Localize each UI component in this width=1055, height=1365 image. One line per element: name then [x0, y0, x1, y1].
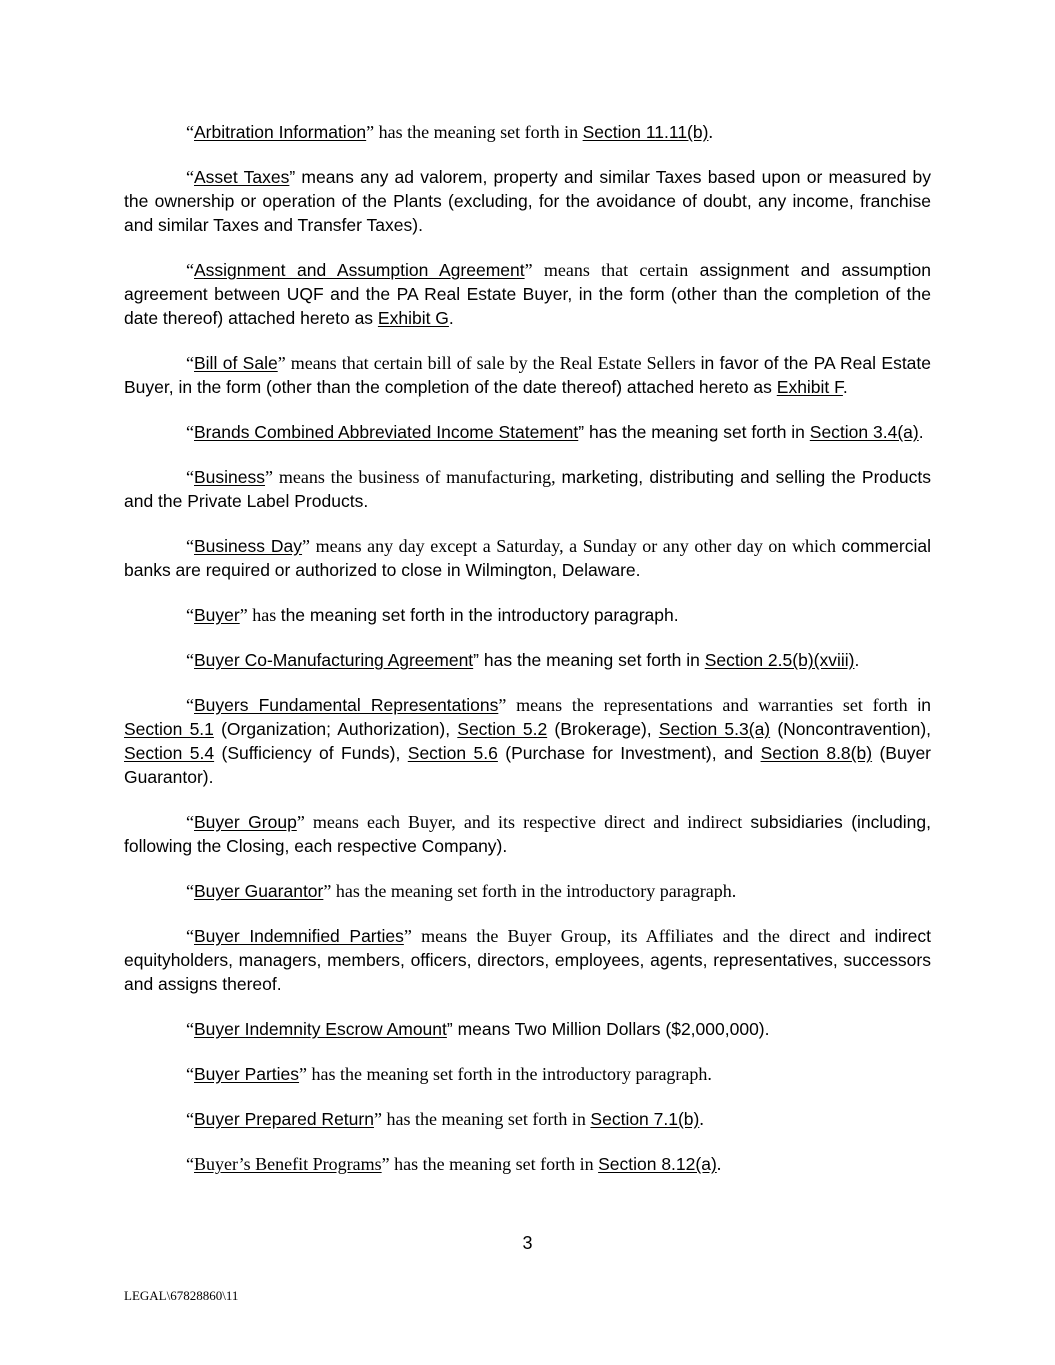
definition-text: ” has the meaning set forth in the introductory paragraph. [323, 881, 737, 901]
definition-paragraph [124, 165, 931, 237]
definition-text: (Brokerage), [547, 719, 659, 739]
definition-text: “ [186, 695, 194, 715]
definition-paragraph [124, 258, 931, 330]
cross-reference: Section 5.1 [124, 719, 214, 739]
definition-text: “ [186, 167, 194, 187]
definition-text: “ [186, 881, 194, 901]
definition-text: ” means any day except a Saturday, a Sunday or any other day on which [302, 536, 842, 556]
definition-text: . [448, 308, 454, 328]
definition-text: “ [186, 122, 194, 142]
cross-reference: Section 8.12(a) [598, 1154, 717, 1174]
definition-text: “ [186, 467, 194, 487]
defined-term: Bill of Sale [194, 353, 278, 373]
definition-text: ” means each Buyer, and its respective direct and indirect [296, 812, 751, 832]
definition-text: “ [186, 926, 194, 946]
defined-term: Buyer Guarantor [194, 881, 324, 901]
defined-term: Buyer Indemnity Escrow Amount [194, 1019, 447, 1039]
definition-text: commercial banks are required or authorized to close in Wilmington, Delaware. [124, 536, 931, 580]
definition-paragraph [124, 351, 931, 399]
definition-text: (Sufficiency of Funds), [214, 743, 408, 763]
definition-paragraph [124, 693, 931, 789]
definitions-list [124, 120, 931, 1197]
definition-text: ” means the business of manufacturing, [265, 467, 562, 487]
definition-paragraph [124, 1107, 931, 1131]
defined-term: Brands Combined Abbreviated Income Statement [194, 422, 579, 442]
document-footer-id: LEGAL\67828860\11 [124, 1288, 239, 1303]
defined-term: Buyer Group [194, 812, 297, 832]
definition-paragraph [124, 465, 931, 513]
definition-text: ” has the meaning set forth in the introductory paragraph. [299, 1064, 712, 1084]
definition-paragraph [124, 603, 931, 627]
definition-paragraph [124, 534, 931, 582]
defined-term: Assignment and Assumption Agreement [194, 260, 525, 280]
cross-reference: Section 8.8(b) [760, 743, 873, 763]
definition-text: . [716, 1154, 722, 1174]
definition-text: “ [186, 1064, 194, 1084]
definition-text: “ [186, 812, 194, 832]
defined-term: Buyer Parties [194, 1064, 300, 1084]
page-number: 3 [522, 1233, 533, 1253]
defined-term: Buyers Fundamental Representations [194, 695, 499, 715]
definition-text: ” has the meaning set forth in [366, 122, 583, 142]
definition-text: subsidiaries (including, following the Closing, each respective Company). [124, 812, 931, 856]
definition-text: ” has the meaning set forth in [373, 1109, 591, 1129]
defined-term: Asset Taxes [194, 167, 290, 187]
cross-reference: Section 7.1(b) [590, 1109, 700, 1129]
definition-text: ” means any ad valorem, property and similar Taxes based upon or measured by the ownership or operation of the Plants (excluding, for the avoidance of doubt, any income, franchise and similar Taxes and Transfer Taxes). [124, 167, 931, 235]
definition-text: . [854, 650, 860, 670]
definition-text: “ [186, 422, 194, 442]
cross-reference: Exhibit F [776, 377, 843, 397]
definition-text: (Organization; Authorization), [213, 719, 458, 739]
definition-paragraph [124, 1062, 931, 1086]
definition-text: . [918, 422, 924, 442]
definition-paragraph [124, 420, 931, 444]
definition-text: indirect equityholders, managers, members, officers, directors, employees, agents, representatives, successors and assigns thereof. [124, 926, 931, 994]
definition-text: . [708, 122, 713, 142]
cross-reference: Section 5.4 [124, 743, 215, 763]
cross-reference: Section 2.5(b)(xviii) [704, 650, 855, 670]
cross-reference: Section 11.11(b) [582, 122, 709, 142]
definition-text: “ [186, 536, 194, 556]
definition-paragraph [124, 1152, 931, 1176]
defined-term: Buyer’s Benefit Programs [194, 1154, 382, 1174]
defined-term: Buyer [194, 605, 240, 625]
definition-paragraph [124, 879, 931, 903]
definition-text: assignment and assumption agreement between UQF and the PA Real Estate Buyer, in the form (other than the completion of the date thereof) attached hereto as [124, 260, 931, 328]
definition-paragraph [124, 810, 931, 858]
defined-term: Business Day [194, 536, 303, 556]
definition-text: ” means that certain [524, 260, 700, 280]
definition-text: “ [186, 353, 194, 373]
definition-text: . [842, 377, 848, 397]
definition-text: ” has the meaning set forth in [578, 422, 810, 442]
definition-text: ” means Two Million Dollars ($2,000,000). [446, 1019, 770, 1039]
definition-text: “ [186, 1019, 194, 1039]
cross-reference: Section 5.3(a) [658, 719, 771, 739]
definition-text: ” has the meaning set forth in [381, 1154, 599, 1174]
definition-paragraph [124, 120, 931, 144]
definition-text: in [917, 695, 931, 715]
cross-reference: Exhibit G [377, 308, 449, 328]
definition-text: (Purchase for Investment), and [497, 743, 761, 763]
definition-text: ” has [239, 605, 281, 625]
defined-term: Arbitration Information [194, 122, 367, 142]
cross-reference: Section 5.6 [407, 743, 498, 763]
definition-text: “ [186, 1154, 194, 1174]
defined-term: Buyer Indemnified Parties [194, 926, 404, 946]
definition-text: in favor of the PA Real Estate Buyer, in the form (other than the completion of the date thereof) attached hereto as [124, 353, 932, 397]
cross-reference: Section 3.4(a) [809, 422, 919, 442]
definition-text: (Noncontravention), [770, 719, 932, 739]
definition-text: (Buyer Guarantor). [124, 743, 932, 787]
defined-term: Buyer Prepared Return [194, 1109, 374, 1129]
definition-text: “ [186, 605, 194, 625]
definition-text: . [699, 1109, 704, 1129]
definition-text: the meaning set forth in the introductory paragraph. [280, 605, 679, 625]
definition-text: ” has the meaning set forth in [473, 650, 705, 670]
definition-text: marketing, distributing and selling the Products and the Private Label Products. [124, 467, 931, 511]
definition-paragraph [124, 1017, 931, 1041]
defined-term: Business [194, 467, 266, 487]
definition-text: ” means the Buyer Group, its Affiliates and the direct and [403, 926, 875, 946]
definition-text: “ [186, 650, 194, 670]
definition-text: ” means the representations and warranties set forth [498, 695, 918, 715]
definition-text: ” means that certain bill of sale by the Real Estate Sellers [277, 353, 701, 373]
defined-term: Buyer Co-Manufacturing Agreement [194, 650, 474, 670]
definition-paragraph [124, 924, 931, 996]
definition-text: “ [186, 1109, 194, 1129]
cross-reference: Section 5.2 [457, 719, 548, 739]
definition-text: “ [186, 260, 194, 280]
definition-paragraph [124, 648, 931, 672]
